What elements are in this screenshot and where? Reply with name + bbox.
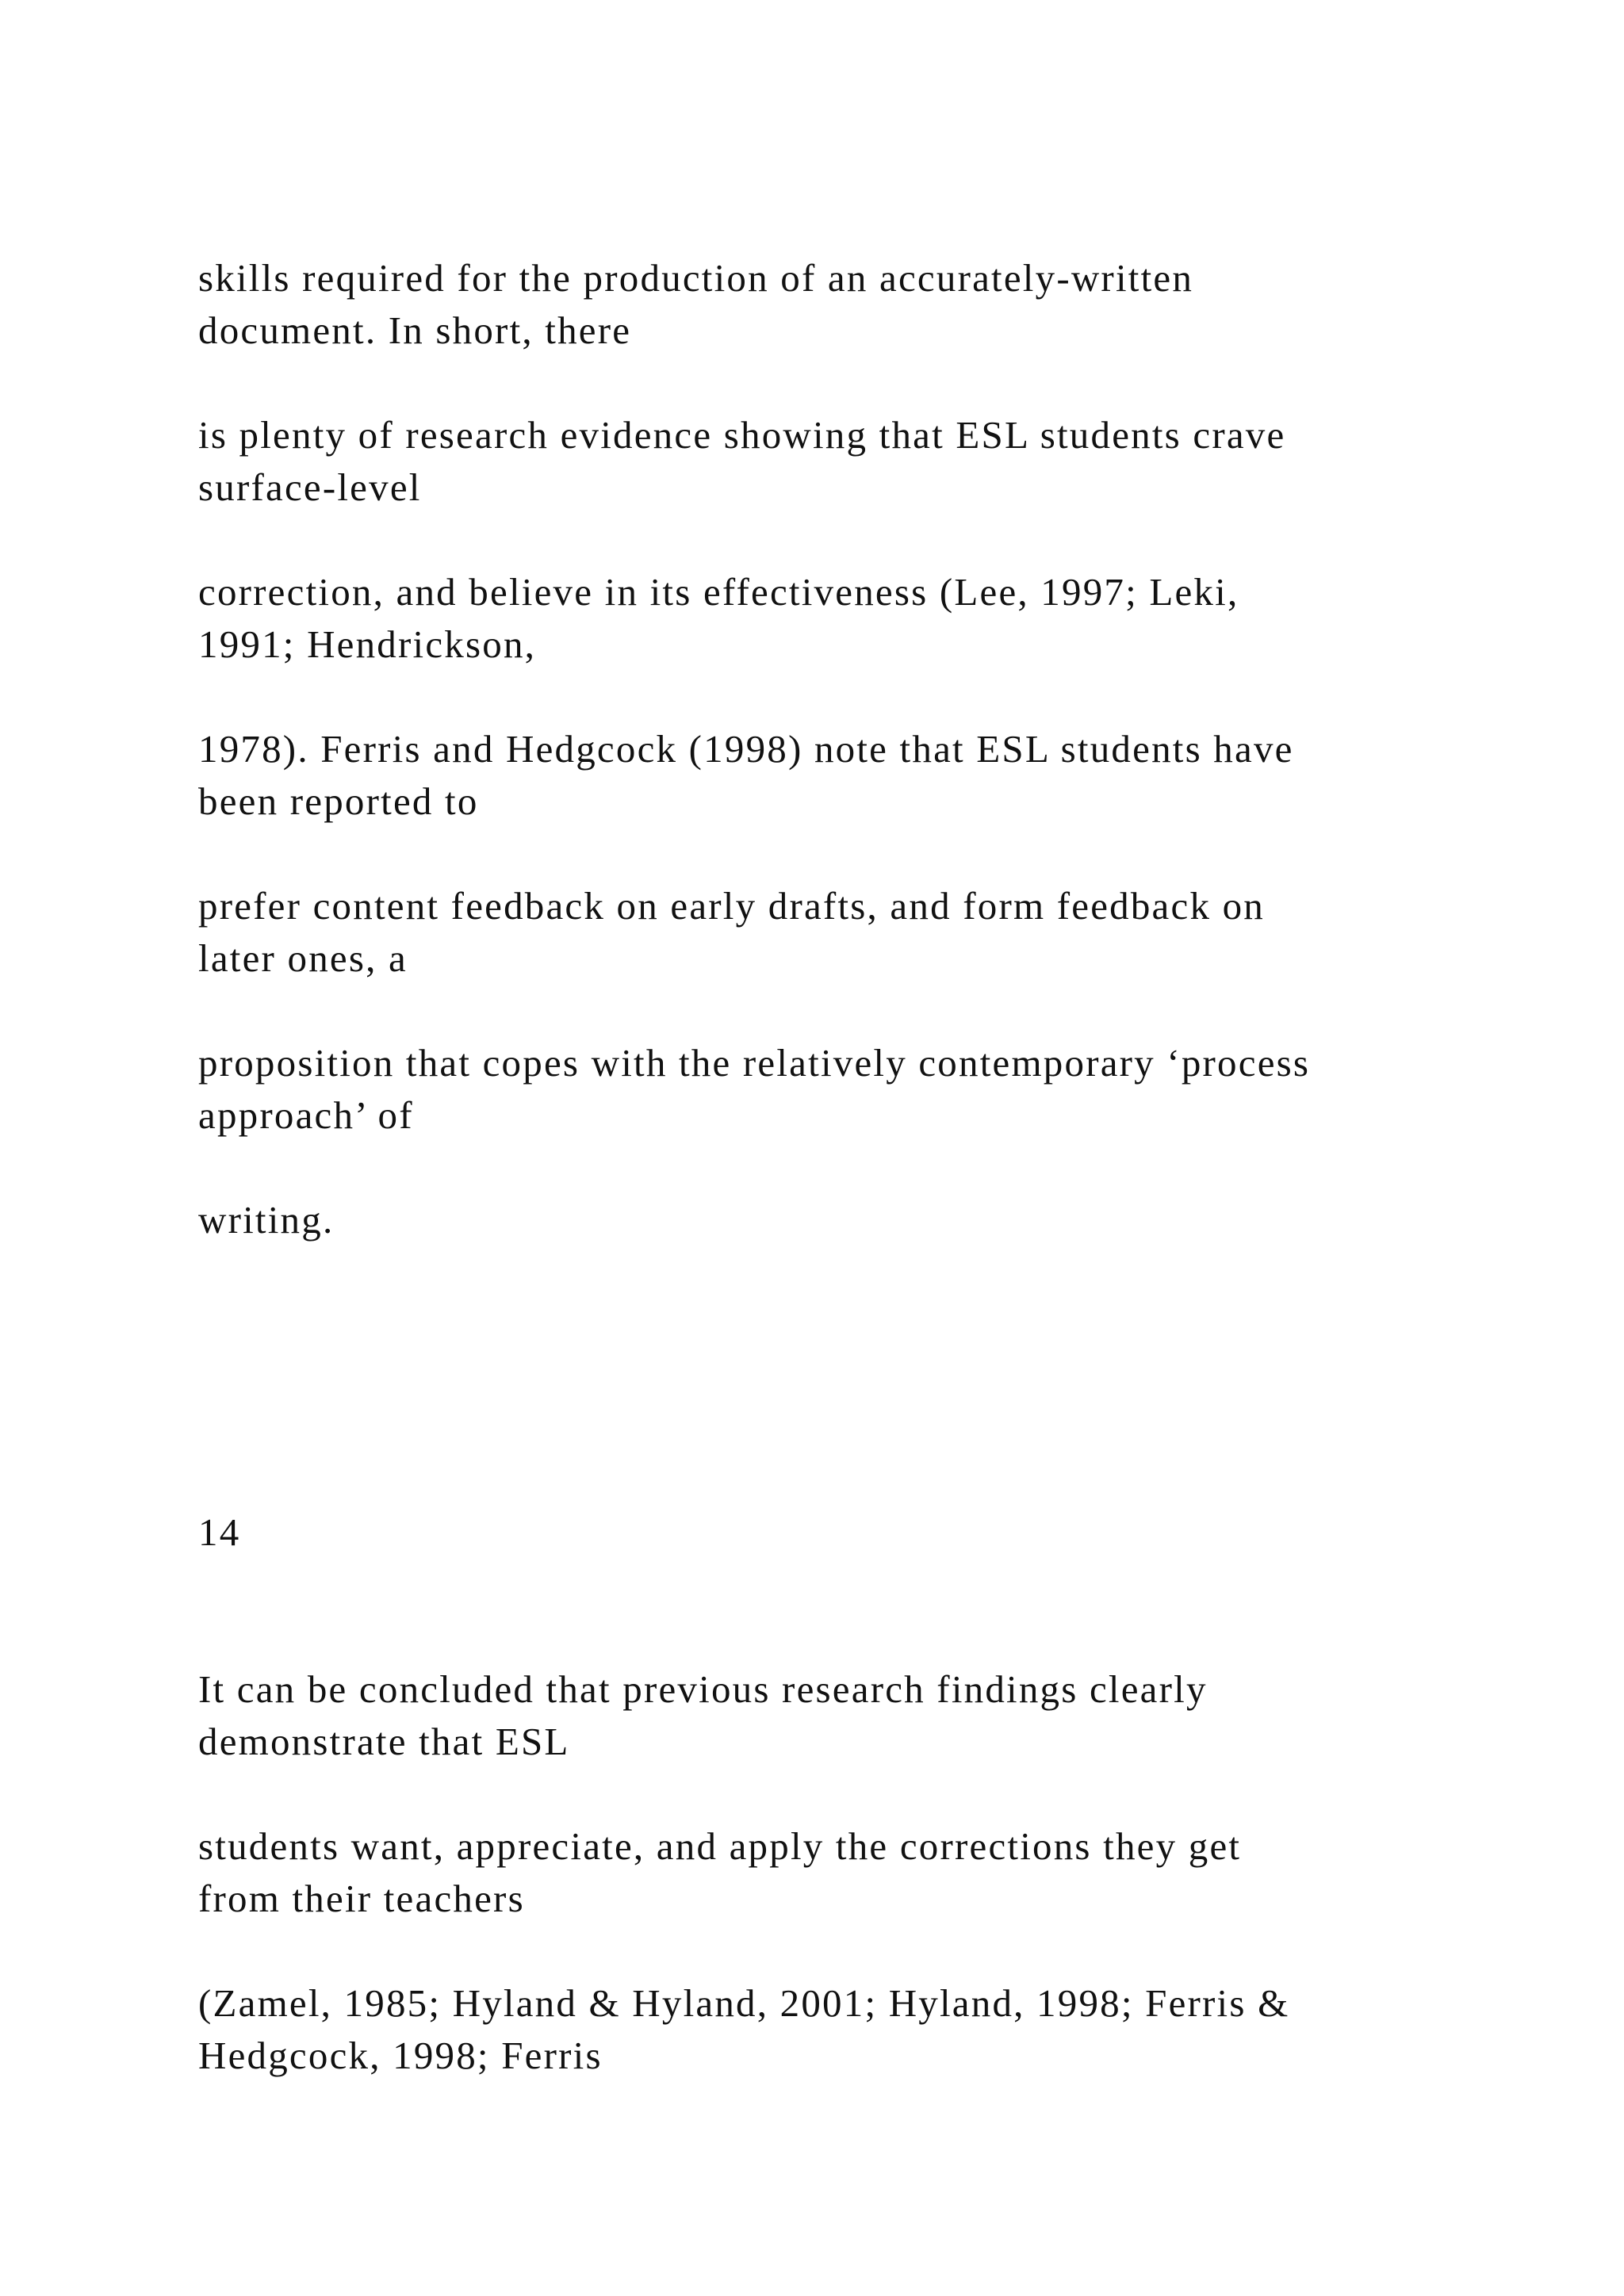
text-paragraph: [198, 409, 1499, 514]
text-line: writing.: [198, 1198, 335, 1242]
text-line: It can be concluded that previous research findings clearly: [198, 1667, 1208, 1711]
text-line: been reported to: [198, 779, 479, 823]
text-line: students want, appreciate, and apply the corrections they get: [198, 1824, 1242, 1868]
text-paragraph: [198, 566, 1499, 671]
text-line: correction, and believe in its effectiveness (Lee, 1997; Leki,: [198, 570, 1239, 614]
text-paragraph: [198, 1820, 1499, 1925]
text-line: 1978). Ferris and Hedgcock (1998) note that ESL students have: [198, 727, 1294, 771]
text-line: approach’ of: [198, 1093, 414, 1137]
text-line: document. In short, there: [198, 308, 632, 352]
text-line: prefer content feedback on early drafts, and form feedback on: [198, 884, 1265, 928]
text-line: demonstrate that ESL: [198, 1720, 570, 1763]
text-line: 1991; Hendrickson,: [198, 622, 537, 666]
text-paragraph: [198, 1037, 1499, 1142]
text-line: proposition that copes with the relatively contemporary ‘process: [198, 1041, 1311, 1085]
text-paragraph: [198, 1194, 1499, 1246]
page-number: 14: [198, 1510, 241, 1554]
text-line: from their teachers: [198, 1877, 525, 1920]
text-line: is plenty of research evidence showing that ESL students crave: [198, 413, 1286, 457]
text-line: surface-level: [198, 465, 422, 509]
text-paragraph: [198, 252, 1499, 357]
text-paragraph: [198, 1663, 1499, 1768]
text-line: (Zamel, 1985; Hyland & Hyland, 2001; Hyland, 1998; Ferris &: [198, 1981, 1290, 2025]
text-paragraph: [198, 1977, 1499, 2082]
text-line: later ones, a: [198, 936, 408, 980]
text-paragraph: [198, 723, 1499, 828]
text-paragraph: [198, 880, 1499, 985]
text-line: skills required for the production of an accurately-written: [198, 256, 1194, 300]
text-line: Hedgcock, 1998; Ferris: [198, 2034, 603, 2077]
